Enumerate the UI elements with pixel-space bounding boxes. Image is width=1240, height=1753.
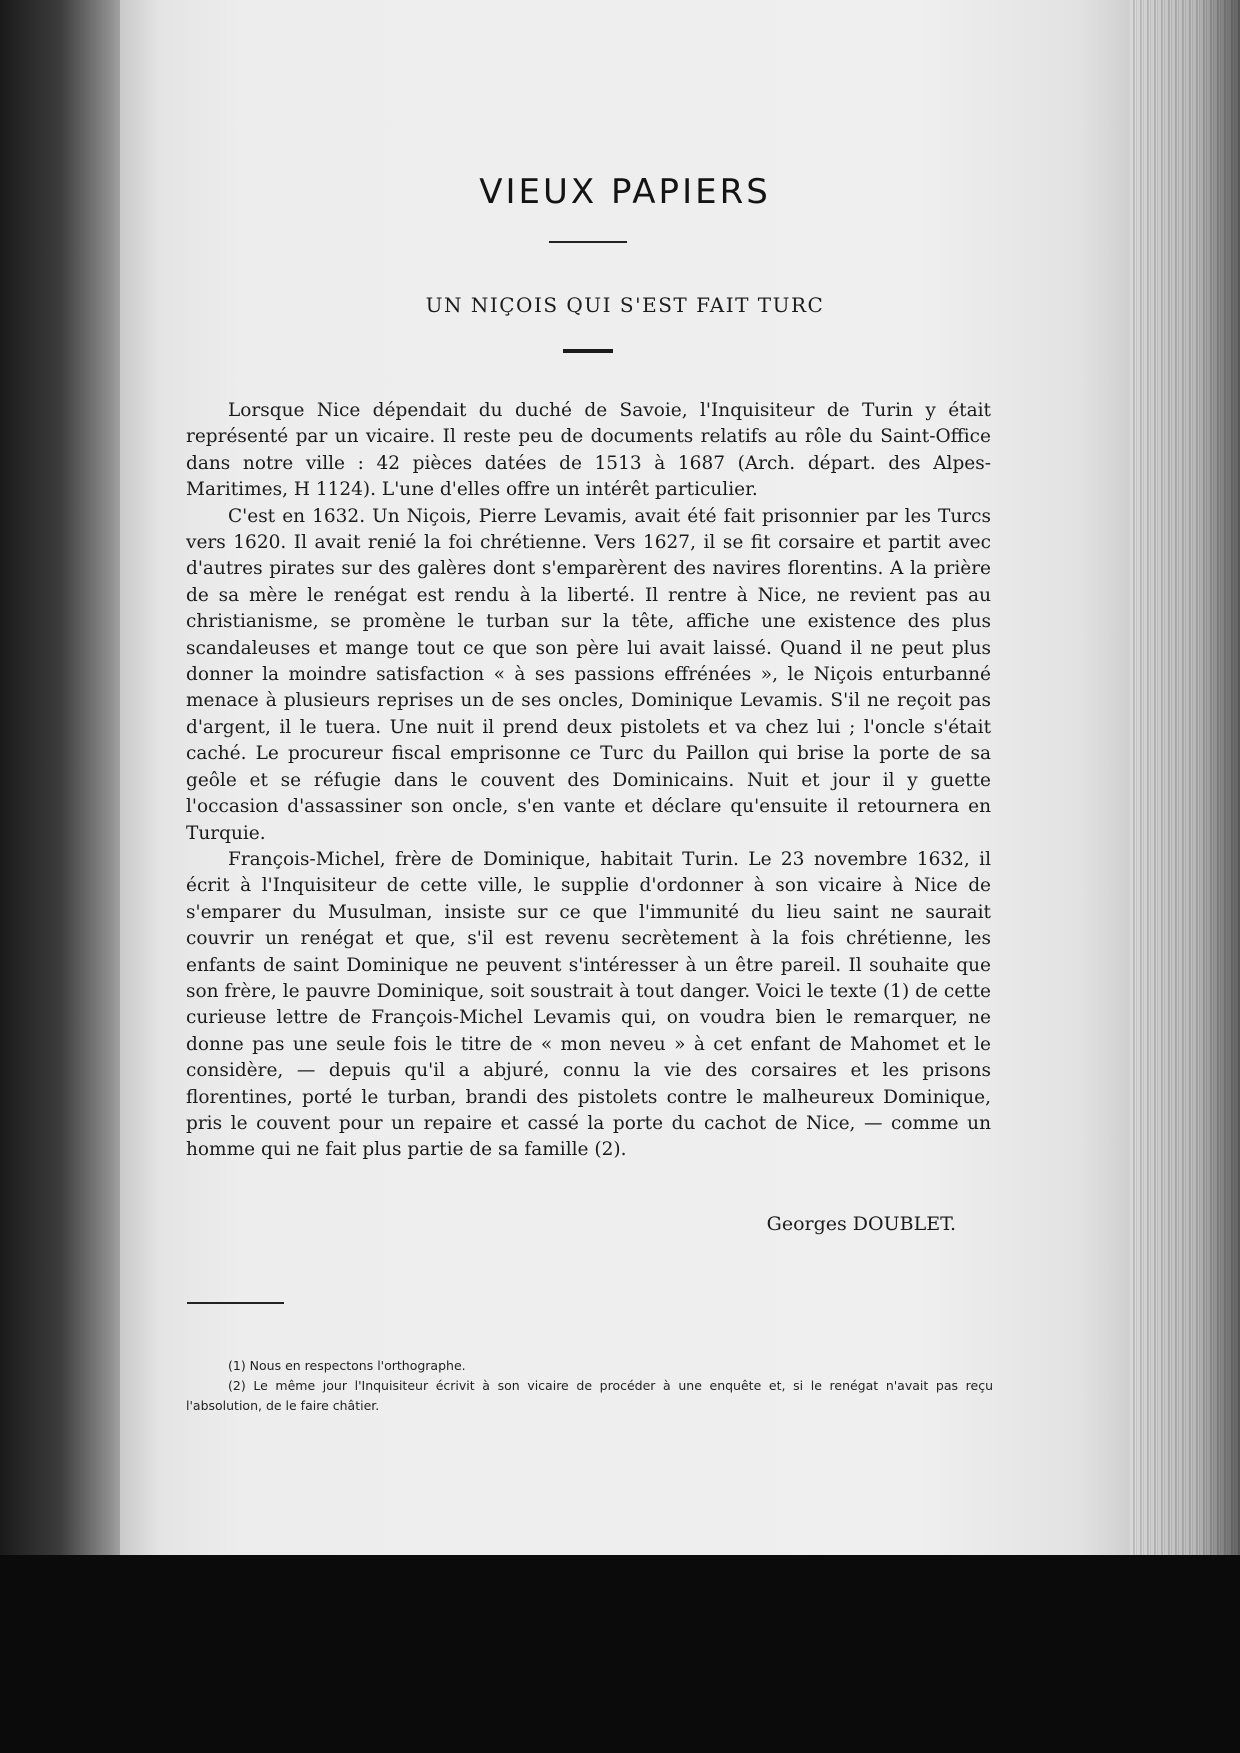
document-page	[120, 0, 1130, 1555]
page-stack-shadow	[1130, 0, 1240, 1580]
footnotes	[186, 1356, 993, 1416]
paragraph: Lorsque Nice dépendait du duché de Savoie, l'Inquisiteur de Turin y était représenté par un vicaire. Il reste peu de documents relatifs au rôle du Saint-Office dans notre ville : 42 pièces datées de 1513 à 1687 (Arch. départ. des Alpes-Maritimes, H 1124). L'une d'elles offre un intérêt particulier.	[186, 400, 991, 501]
author-signature: Georges DOUBLET.	[766, 1213, 956, 1235]
title-rule	[549, 241, 627, 243]
subtitle-rule	[563, 349, 613, 353]
scan-left-edge	[0, 0, 140, 1555]
paragraph: C'est en 1632. Un Niçois, Pierre Levamis, avait été fait prisonnier par les Turcs vers 1620. Il avait renié la foi chrétienne. Vers 1627, il se fit corsaire et partit avec d'autres pirates sur des galères dont s'emparèrent des navires florentins. A la prière de sa mère le renégat est rendu à la liberté. Il rentre à Nice, ne revient pas au christianisme, se promène le turban sur la tête, affiche une existence des plus scandaleuses et mange tout ce que son père lui avait laissé. Quand il ne peut plus donner la moindre satisfaction « à ses passions effrénées », le Niçois enturbanné menace à plusieurs reprises un de ses oncles, Dominique Levamis. S'il ne reçoit pas d'argent, il le tuera. Une nuit il prend deux pistolets et va chez lui ; l'oncle s'était caché. Le procureur fiscal emprisonne ce Turc du Paillon qui brise la porte de sa geôle et se réfugie dans le couvent des Dominicains. Nuit et jour il y guette l'occasion d'assassiner son oncle, s'en vante et déclare qu'ensuite il retournera en Turquie.	[186, 505, 991, 844]
paragraph: François-Michel, frère de Dominique, habitait Turin. Le 23 novembre 1632, il écrit à l'Inquisiteur de cette ville, le supplie d'ordonner à son vicaire à Nice de s'emparer du Musulman, insiste sur ce que l'immunité du lieu saint ne saurait couvrir un renégat et que, s'il est revenu secrètement à la fois chrétienne, les enfants de saint Dominique ne peuvent s'intéresser à un être pareil. Il souhaite que son frère, le pauvre Dominique, soit soustrait à tout danger. Voici le texte (1) de cette curieuse lettre de François-Michel Levamis qui, on voudra bien le remarquer, ne donne pas une seule fois le titre de « mon neveu » à cet enfant de Mahomet et le considère, — depuis qu'il a abjuré, connu la vie des corsaires et les prisons florentines, porté le turban, brandi des pistolets contre le malheureux Dominique, pris le couvent pour un repaire et cassé la porte du cachot de Nice, — comme un homme qui ne fait plus partie de sa famille (2).	[186, 848, 991, 1161]
scan-bottom-border	[0, 1555, 1240, 1753]
page-stack-edge	[1130, 0, 1240, 1580]
footnote: (1) Nous en respectons l'orthographe.	[228, 1358, 466, 1373]
footnote-separator	[187, 1302, 284, 1304]
article-subtitle: UN NIÇOIS QUI S'EST FAIT TURC	[425, 293, 825, 317]
footnote: (2) Le même jour l'Inquisiteur écrivit à son vicaire de procéder à une enquête et, si le renégat n'avait pas reçu l'absolution, de le faire châtier.	[186, 1378, 993, 1413]
page-title: VIEUX PAPIERS	[479, 172, 771, 212]
article-body	[186, 398, 991, 1164]
